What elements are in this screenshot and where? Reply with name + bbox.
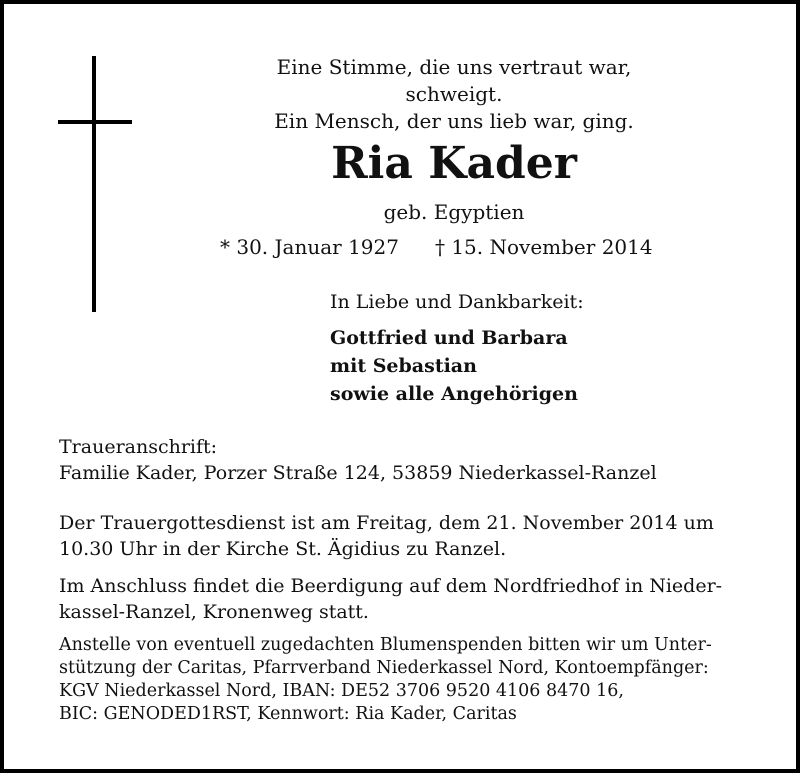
poem: [234, 54, 674, 135]
mourner-line: Gottfried und Barbara: [330, 327, 568, 349]
address-label: Traueranschrift:: [59, 436, 218, 458]
cross-icon: [92, 56, 96, 312]
life-dates: [220, 234, 653, 260]
funeral-service: [59, 510, 749, 562]
cross-icon-bar: [58, 120, 132, 124]
death-date: † 15. November 2014: [434, 235, 653, 259]
burial-info: [59, 573, 749, 625]
burial-line: Im Anschluss findet die Beerdigung auf dem Nordfriedhof in Nieder-: [59, 575, 723, 597]
mourners-list: [330, 324, 578, 408]
burial-line: kassel-Ranzel, Kronenweg statt.: [59, 601, 369, 623]
deceased-name: Ria Kader: [331, 138, 577, 189]
mourners-intro: In Liebe und Dankbarkeit:: [330, 291, 584, 313]
birth-date: * 30. Januar 1927: [220, 235, 399, 259]
mourning-address: [59, 434, 749, 486]
donation-line: stützung der Caritas, Pfarrverband Niederkassel Nord, Kontoempfänger:: [59, 658, 709, 678]
donation-info: [59, 634, 749, 726]
poem-line: Eine Stimme, die uns vertraut war, schweigt.: [276, 55, 632, 106]
service-line: 10.30 Uhr in der Kirche St. Ägidius zu Ranzel.: [59, 538, 507, 560]
mourner-line: mit Sebastian: [330, 355, 477, 377]
donation-line: Anstelle von eventuell zugedachten Blumenspenden bitten wir um Unter-: [59, 635, 712, 655]
service-line: Der Trauergottesdienst ist am Freitag, dem 21. November 2014 um: [59, 512, 714, 534]
donation-line: KGV Niederkassel Nord, IBAN: DE52 3706 9520 4106 8470 16,: [59, 681, 624, 701]
poem-line: Ein Mensch, der uns lieb war, ging.: [274, 109, 634, 133]
mourner-line: sowie alle Angehörigen: [330, 383, 578, 405]
address-value: Familie Kader, Porzer Straße 124, 53859 Niederkassel-Ranzel: [59, 462, 657, 484]
donation-line: BIC: GENODED1RST, Kennwort: Ria Kader, Caritas: [59, 704, 517, 724]
maiden-name: geb. Egyptien: [383, 200, 525, 224]
